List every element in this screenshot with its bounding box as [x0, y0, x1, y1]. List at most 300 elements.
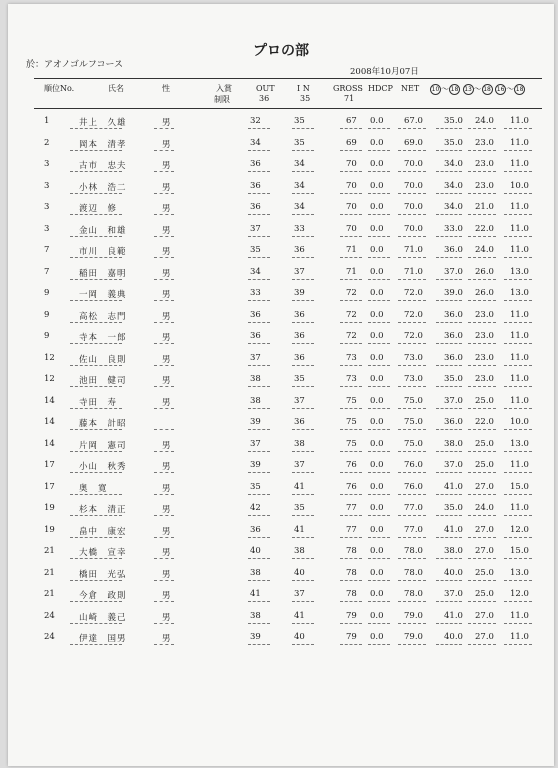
row-underline — [70, 214, 122, 215]
row-underline — [468, 193, 496, 194]
row-underline — [398, 644, 426, 645]
cell-s2: 27.0 — [475, 610, 494, 621]
cell-sex: 男 — [162, 290, 171, 300]
cell-hdcp: 0.0 — [370, 137, 384, 148]
cell-hdcp: 0.0 — [370, 632, 384, 642]
cell-net: 70.0 — [404, 202, 423, 212]
row-underline — [398, 150, 426, 151]
row-underline — [398, 558, 426, 559]
cell-name: 大橋 宣幸 — [79, 548, 127, 558]
cell-out: 36 — [250, 159, 261, 169]
cell-sex: 男 — [162, 483, 171, 494]
row-underline — [398, 408, 426, 409]
cell-rank: 21 — [44, 589, 55, 599]
row-underline — [468, 558, 496, 559]
cell-s3: 10.0 — [510, 180, 529, 191]
row-underline — [436, 515, 462, 516]
col-hdcp-header: HDCP — [368, 84, 393, 93]
range2-start: 13 — [464, 86, 472, 93]
table-row — [34, 327, 542, 347]
row-underline — [398, 193, 426, 194]
col-name-header: 氏名 — [108, 84, 124, 93]
cell-sex: 男 — [162, 204, 171, 214]
row-underline — [292, 537, 314, 538]
row-underline — [398, 128, 426, 129]
row-underline — [436, 537, 462, 538]
row-underline — [340, 408, 362, 409]
cell-s2: 22.0 — [475, 223, 494, 234]
cell-gross: 75 — [346, 438, 357, 449]
cell-name: 橋田 光弘 — [79, 569, 127, 580]
row-underline — [368, 322, 390, 323]
table-row — [34, 349, 542, 369]
row-underline — [248, 408, 270, 409]
table-row — [34, 241, 542, 261]
row-underline — [436, 300, 462, 301]
cell-out: 37 — [250, 223, 261, 234]
cell-net: 72.0 — [404, 331, 423, 341]
cell-gross: 70 — [346, 180, 357, 191]
cell-s3: 11.0 — [510, 223, 529, 234]
cell-s3: 11.0 — [510, 159, 529, 169]
row-underline — [70, 386, 122, 387]
col-in-header: I N — [297, 84, 310, 93]
cell-s3: 11.0 — [510, 610, 529, 621]
cell-s2: 23.0 — [475, 309, 494, 320]
row-underline — [368, 451, 390, 452]
cell-net: 73.0 — [404, 374, 423, 384]
cell-hdcp: 0.0 — [370, 202, 384, 212]
row-underline — [292, 451, 314, 452]
cell-hdcp: 0.0 — [370, 374, 384, 384]
cell-hdcp: 0.0 — [370, 266, 384, 277]
cell-hdcp: 0.0 — [370, 288, 384, 298]
cell-gross: 72 — [346, 331, 357, 341]
row-underline — [468, 322, 496, 323]
col-in-par: 35 — [300, 94, 311, 103]
table-row — [34, 134, 542, 154]
cell-s3: 12.0 — [510, 524, 529, 535]
row-underline — [468, 343, 496, 344]
row-underline — [154, 623, 174, 624]
cell-name: 片岡 憲司 — [79, 440, 127, 451]
row-underline — [398, 537, 426, 538]
table-row — [34, 155, 542, 175]
cell-in: 37 — [294, 266, 305, 277]
row-underline — [292, 150, 314, 151]
row-underline — [340, 558, 362, 559]
cell-s3: 11.0 — [510, 374, 529, 384]
cell-out: 36 — [250, 202, 261, 212]
cell-net: 69.0 — [404, 137, 423, 148]
cell-s2: 25.0 — [475, 460, 494, 470]
cell-rank: 9 — [44, 288, 50, 298]
cell-sex: 男 — [162, 440, 171, 451]
row-underline — [504, 472, 532, 473]
cell-sex: 男 — [162, 612, 171, 623]
row-underline — [504, 322, 532, 323]
row-underline — [504, 236, 532, 237]
row-underline — [436, 171, 462, 172]
cell-in: 36 — [294, 417, 305, 427]
range1-end: 18 — [450, 86, 459, 93]
cell-s2: 25.0 — [475, 438, 494, 449]
table-row — [34, 306, 542, 326]
row-underline — [292, 257, 314, 258]
row-underline — [504, 343, 532, 344]
cell-name: 杉本 清正 — [79, 505, 127, 515]
cell-rank: 19 — [44, 524, 55, 535]
row-underline — [398, 300, 426, 301]
cell-net: 70.0 — [404, 180, 423, 191]
table-row — [34, 284, 542, 304]
cell-rank: 3 — [44, 223, 50, 234]
cell-name: 山崎 義己 — [79, 612, 127, 623]
row-underline — [436, 494, 462, 495]
row-underline — [248, 601, 270, 602]
row-underline — [292, 343, 314, 344]
row-underline — [436, 601, 462, 602]
row-underline — [292, 193, 314, 194]
cell-hdcp: 0.0 — [370, 503, 384, 513]
row-underline — [340, 300, 362, 301]
cell-s3: 11.0 — [510, 116, 529, 126]
row-underline — [292, 128, 314, 129]
cell-hdcp: 0.0 — [370, 417, 384, 427]
row-underline — [368, 365, 390, 366]
cell-net: 76.0 — [404, 481, 423, 492]
row-underline — [154, 472, 174, 473]
cell-out: 38 — [250, 567, 261, 578]
row-underline — [248, 429, 270, 430]
row-underline — [468, 171, 496, 172]
row-underline — [468, 214, 496, 215]
row-underline — [398, 451, 426, 452]
cell-net: 72.0 — [404, 309, 423, 320]
row-underline — [154, 128, 174, 129]
cell-net: 79.0 — [404, 610, 423, 621]
cell-gross: 71 — [346, 266, 357, 277]
cell-sex: 男 — [162, 118, 171, 128]
cell-out: 42 — [250, 503, 261, 513]
row-underline — [436, 429, 462, 430]
cell-name: 寺本 一郎 — [79, 333, 127, 343]
cell-net: 72.0 — [404, 288, 423, 298]
cell-out: 38 — [250, 610, 261, 621]
cell-name: 今倉 政則 — [79, 591, 127, 601]
table-row — [34, 456, 542, 476]
cell-in: 38 — [294, 546, 305, 556]
table-row — [34, 392, 542, 412]
cell-hdcp: 0.0 — [370, 223, 384, 234]
row-underline — [154, 644, 174, 645]
row-underline — [248, 451, 270, 452]
cell-out: 38 — [250, 395, 261, 406]
cell-out: 36 — [250, 331, 261, 341]
table-row — [34, 585, 542, 605]
row-underline — [340, 171, 362, 172]
row-underline — [248, 193, 270, 194]
table-row — [34, 478, 542, 498]
cell-rank: 3 — [44, 159, 50, 169]
row-underline — [248, 322, 270, 323]
row-underline — [436, 451, 462, 452]
cell-out: 34 — [250, 137, 261, 148]
cell-gross: 69 — [346, 137, 357, 148]
cell-s1: 39.0 — [444, 288, 463, 298]
cell-s1: 40.0 — [444, 567, 463, 578]
cell-s1: 36.0 — [444, 309, 463, 320]
row-underline — [468, 537, 496, 538]
row-underline — [368, 494, 390, 495]
cell-s1: 35.0 — [444, 116, 463, 126]
cell-rank: 19 — [44, 503, 55, 513]
row-underline — [468, 365, 496, 366]
row-underline — [504, 515, 532, 516]
row-underline — [292, 472, 314, 473]
row-underline — [154, 343, 174, 344]
row-underline — [504, 623, 532, 624]
cell-s2: 21.0 — [475, 202, 494, 212]
row-underline — [368, 408, 390, 409]
row-underline — [70, 171, 122, 172]
cell-rank: 7 — [44, 245, 50, 255]
cell-s1: 35.0 — [444, 374, 463, 384]
cell-in: 40 — [294, 567, 305, 578]
cell-in: 37 — [294, 395, 305, 406]
row-underline — [248, 623, 270, 624]
cell-name: 渡辺 修 — [79, 204, 118, 214]
row-underline — [70, 236, 122, 237]
row-underline — [340, 451, 362, 452]
row-underline — [154, 580, 174, 581]
cell-rank: 3 — [44, 202, 50, 212]
row-underline — [504, 279, 532, 280]
cell-hdcp: 0.0 — [370, 589, 384, 599]
row-underline — [292, 365, 314, 366]
cell-in: 35 — [294, 374, 305, 384]
row-underline — [154, 494, 174, 495]
row-underline — [468, 300, 496, 301]
cell-s3: 11.0 — [510, 460, 529, 470]
cell-net: 73.0 — [404, 352, 423, 363]
cell-sex: 男 — [162, 505, 171, 515]
row-underline — [368, 214, 390, 215]
row-underline — [504, 408, 532, 409]
cell-s1: 41.0 — [444, 610, 463, 621]
row-underline — [248, 257, 270, 258]
row-underline — [248, 537, 270, 538]
cell-in: 40 — [294, 632, 305, 642]
row-underline — [70, 128, 122, 129]
cell-in: 36 — [294, 309, 305, 320]
cell-gross: 79 — [346, 610, 357, 621]
cell-s1: 35.0 — [444, 137, 463, 148]
row-underline — [248, 150, 270, 151]
row-underline — [70, 601, 122, 602]
row-underline — [368, 386, 390, 387]
cell-s3: 11.0 — [510, 395, 529, 406]
cell-s2: 27.0 — [475, 546, 494, 556]
row-underline — [468, 386, 496, 387]
row-underline — [436, 214, 462, 215]
row-underline — [340, 343, 362, 344]
cell-name: 寺田 寿 — [79, 397, 118, 408]
cell-s1: 40.0 — [444, 632, 463, 642]
cell-rank: 21 — [44, 567, 55, 578]
row-underline — [154, 601, 174, 602]
row-underline — [292, 644, 314, 645]
header-top-rule — [34, 78, 542, 79]
cell-net: 67.0 — [404, 116, 423, 126]
cell-rank: 14 — [44, 417, 55, 427]
cell-in: 41 — [294, 481, 305, 492]
row-underline — [504, 257, 532, 258]
cell-sex: 男 — [162, 376, 171, 386]
row-underline — [398, 623, 426, 624]
row-underline — [340, 193, 362, 194]
row-underline — [398, 386, 426, 387]
row-underline — [154, 257, 174, 258]
cell-rank: 24 — [44, 632, 55, 642]
cell-s1: 33.0 — [444, 223, 463, 234]
row-underline — [70, 279, 122, 280]
cell-hdcp: 0.0 — [370, 610, 384, 621]
cell-name: 一岡 義典 — [79, 290, 127, 300]
table-row — [34, 628, 542, 648]
cell-name: 小山 秋秀 — [79, 462, 127, 472]
cell-rank: 7 — [44, 266, 50, 277]
row-underline — [292, 429, 314, 430]
row-underline — [436, 365, 462, 366]
cell-s1: 36.0 — [444, 417, 463, 427]
row-underline — [436, 128, 462, 129]
row-underline — [504, 386, 532, 387]
cell-s2: 24.0 — [475, 245, 494, 255]
row-underline — [468, 451, 496, 452]
row-underline — [368, 472, 390, 473]
cell-s3: 15.0 — [510, 481, 529, 492]
cell-rank: 12 — [44, 352, 55, 363]
table-row — [34, 542, 542, 562]
cell-rank: 17 — [44, 460, 55, 470]
cell-name: 小林 浩二 — [79, 182, 127, 193]
table-row — [34, 607, 542, 627]
range2-tilde: ～ — [473, 84, 482, 94]
cell-name: 奥 寛 — [79, 483, 108, 494]
row-underline — [368, 429, 390, 430]
cell-rank: 21 — [44, 546, 55, 556]
row-underline — [292, 623, 314, 624]
row-underline — [368, 193, 390, 194]
cell-gross: 79 — [346, 632, 357, 642]
row-underline — [70, 515, 122, 516]
cell-sex: 男 — [162, 182, 171, 193]
row-underline — [368, 171, 390, 172]
row-underline — [368, 580, 390, 581]
cell-in: 41 — [294, 524, 305, 535]
row-underline — [436, 193, 462, 194]
cell-gross: 75 — [346, 395, 357, 406]
row-underline — [368, 537, 390, 538]
cell-rank: 1 — [44, 116, 50, 126]
cell-s1: 38.0 — [444, 546, 463, 556]
range1-tilde: ～ — [441, 84, 449, 94]
row-underline — [70, 558, 122, 559]
cell-in: 35 — [294, 137, 305, 148]
cell-s3: 11.0 — [510, 503, 529, 513]
cell-s1: 38.0 — [444, 438, 463, 449]
cell-hdcp: 0.0 — [370, 116, 384, 126]
cell-hdcp: 0.0 — [370, 245, 384, 255]
row-underline — [398, 429, 426, 430]
col-out-header: OUT — [256, 84, 275, 93]
row-underline — [154, 214, 174, 215]
cell-s2: 25.0 — [475, 589, 494, 599]
cell-gross: 77 — [346, 524, 357, 535]
row-underline — [504, 193, 532, 194]
row-underline — [468, 408, 496, 409]
cell-name: 稲田 嘉明 — [79, 268, 127, 279]
cell-gross: 78 — [346, 567, 357, 578]
row-underline — [292, 515, 314, 516]
cell-s2: 23.0 — [475, 137, 494, 148]
row-underline — [340, 537, 362, 538]
cell-hdcp: 0.0 — [370, 180, 384, 191]
cell-s2: 25.0 — [475, 567, 494, 578]
cell-gross: 76 — [346, 481, 357, 492]
header-bottom-rule — [34, 108, 542, 109]
cell-gross: 73 — [346, 374, 357, 384]
row-underline — [340, 214, 362, 215]
cell-s1: 34.0 — [444, 202, 463, 212]
cell-s1: 36.0 — [444, 331, 463, 341]
cell-s3: 13.0 — [510, 288, 529, 298]
cell-s3: 13.0 — [510, 266, 529, 277]
table-row — [34, 263, 542, 283]
cell-in: 36 — [294, 331, 305, 341]
cell-in: 34 — [294, 180, 305, 191]
cell-s3: 11.0 — [510, 202, 529, 212]
col-net-header: NET — [401, 84, 420, 93]
cell-s1: 41.0 — [444, 524, 463, 535]
row-underline — [248, 515, 270, 516]
row-underline — [248, 494, 270, 495]
row-underline — [368, 128, 390, 129]
cell-rank: 3 — [44, 180, 50, 191]
row-underline — [468, 515, 496, 516]
row-underline — [504, 580, 532, 581]
col-gross-par: 71 — [344, 94, 355, 103]
cell-sex: 男 — [162, 311, 171, 322]
row-underline — [248, 386, 270, 387]
table-row — [34, 435, 542, 455]
cell-s2: 22.0 — [475, 417, 494, 427]
col-gross-header: GROSS — [333, 84, 363, 93]
row-underline — [340, 601, 362, 602]
row-underline — [504, 558, 532, 559]
cell-out: 39 — [250, 632, 261, 642]
table-row — [34, 177, 542, 197]
cell-out: 34 — [250, 266, 261, 277]
row-underline — [436, 558, 462, 559]
row-underline — [340, 494, 362, 495]
row-underline — [292, 300, 314, 301]
cell-sex: 男 — [162, 526, 171, 537]
cell-in: 41 — [294, 610, 305, 621]
row-underline — [70, 451, 122, 452]
cell-sex: 男 — [162, 139, 171, 150]
